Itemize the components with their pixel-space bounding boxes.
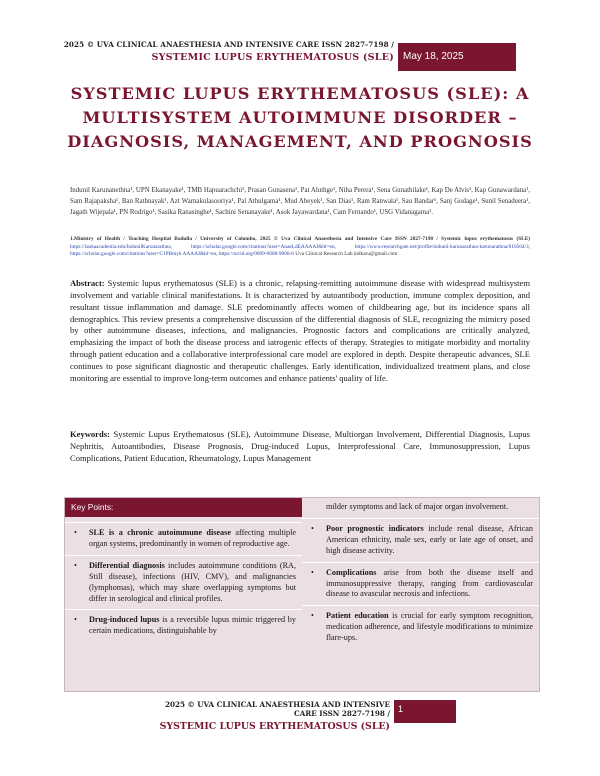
keywords-text: Systemic Lupus Erythematosus (SLE), Autoimmune Disease, Multiorgan Involvement, Differential Diagnosis, Lupus Nephritis, Autoantibodies, Disease Prognosis, Drug-induced Lupus, Interprofessional Care, Immunosuppression, Lupus Complications, Patient Education, Rheumatology, Lupus Management (70, 429, 531, 463)
paper-title-line-3: DIAGNOSIS, MANAGEMENT, AND PROGNOSIS (67, 132, 533, 151)
key-points-left-column (65, 498, 302, 691)
key-point-bold: Complications (326, 567, 377, 577)
key-point-bold: Poor prognostic indicators (326, 523, 424, 533)
author-list: Indunil Karunanethna¹, UPN Ekanayake¹, TMB Hapuarachchi¹, Prasan Gunasena¹, Pat Aluthge¹, Niha Perera¹, Sena Gunathilake¹, Kap De Alvis¹, Kap Gunawardana¹, Sam Rajapaksha¹, Ban Rathnayak¹, Azt Warnakulasooriya¹, Pal Athulgama¹, Mud Abeyek¹, San Dias¹, Ram Ranwala¹, Sau Bandar¹, Sanj Godage¹, Sunil Senadeera¹, Jagath Wijepala¹, PN Rodrigo¹, Sasika Ranasinghe¹, Sachini Senanayake¹, Asok Jayawardana¹, Cam Fernando¹, USG Vidanagama¹. (70, 187, 530, 216)
bullet-icon: • (311, 523, 314, 533)
divider (65, 555, 302, 556)
paper-title (60, 82, 540, 154)
bullet-icon: • (74, 615, 77, 625)
bullet-icon: • (311, 567, 314, 577)
key-point-text: arise from both the disease itself and immunosuppressive therapy, ranging from cardiovascular disease to avascular necrosis and infections. (326, 567, 533, 599)
key-point-text: is crucial for early symptom recognition, medication adherence, and lifestyle modifications to minimize flare-ups. (326, 611, 533, 643)
header-journal-line: 2025 © UVA CLINICAL ANAESTHESIA AND INTENSIVE CARE ISSN 2827-7198 / (63, 40, 394, 49)
affiliation-prefix: 1.Ministry of Health / Teaching Hospital Badulla / University of Colombo, 2025 © Uva Clinical Anaesthesia and Intensive Care ISSN 2827-7198 / Systemic lupus erythematosus (SLE) (70, 236, 530, 242)
abstract-label: Abstract: (70, 278, 105, 288)
bullet-icon: • (311, 611, 314, 621)
footer-running-title: SYSTEMIC LUPUS ERYTHEMATOSUS (SLE) (159, 721, 390, 732)
page-number-badge: 1 (394, 700, 456, 723)
abstract (70, 278, 530, 385)
footer-journal-block (150, 700, 390, 732)
divider (302, 562, 539, 563)
header-journal-block (62, 40, 394, 63)
affiliation (70, 236, 530, 259)
key-point-text: include renal disease, African American ethnicity, male sex, early or late age of onset, and high disease activity. (326, 523, 533, 555)
header-date-badge: May 18, 2025 (398, 43, 516, 71)
bullet-icon: • (74, 528, 77, 537)
key-point-text: is a reversible lupus mimic triggered by certain medications, distinguishable by (89, 615, 296, 636)
bullet-icon: • (74, 560, 77, 570)
key-point-item (302, 568, 539, 601)
key-point-continuation: milder symptoms and lack of major organ involvement. (326, 502, 509, 511)
divider (302, 605, 539, 606)
paper-title-line-1: SYSTEMIC LUPUS ERYTHEMATOSUS (SLE): A (70, 84, 530, 103)
key-point-item (302, 611, 539, 644)
header-running-title: SYSTEMIC LUPUS ERYTHEMATOSUS (SLE) (151, 52, 394, 63)
key-point-bold: Patient education (326, 611, 389, 621)
affiliation-suffix: Uva Clinical Research Lab indkaru@gmail.com (295, 251, 398, 258)
key-point-bold: Differential diagnosis (89, 560, 165, 570)
key-point-item (65, 615, 302, 637)
key-points-box (64, 497, 540, 692)
key-points-right-column (302, 498, 539, 691)
footer-journal-line: 2025 © UVA CLINICAL ANAESTHESIA AND INTENSIVE CARE ISSN 2827-7198 / (165, 700, 390, 718)
keywords (70, 429, 530, 465)
key-point-item (302, 524, 539, 557)
paper-title-line-2: MULTISYSTEM AUTOIMMUNE DISORDER – (82, 108, 518, 127)
key-point-text: includes autoimmune conditions (RA, Still disease), infections (HIV, CMV), and malignancies (lymphomas), which may share overlapping symptoms but differ in serological and clinical profiles. (89, 560, 296, 603)
abstract-text: Systemic lupus erythematosus (SLE) is a chronic, relapsing-remitting autoimmune disease with widespread multisystem involvement and variable clinical manifestations. It is characterized by autoantibody production, immune complex deposition, and resultant tissue inflammation and damage. SLE predominantly affects women of childbearing age, but its incidence spans all demographics. This review presents a comprehensive discussion of the differential diagnosis of SLE, recognizing the mimicry posed by other autoimmune diseases, infections, and malignancies. Prognostic factors and complications are critically analyzed, emphasizing the impact of both the disease process and iatrogenic effects of therapy. Strategies to mitigate morbidity and mortality through patient education and a collaborative interprofessional care model are explored in depth. Despite therapeutic advances, SLE continues to pose significant diagnostic and therapeutic challenges. Early identification, individualized treatment plans, and close monitoring are essential to improve long-term outcomes and enhance patients' quality of life. (70, 278, 530, 383)
key-point-bold: SLE is a chronic autoimmune disease (89, 528, 231, 537)
key-point-bold: Drug-induced lupus (89, 615, 160, 625)
affiliation-links[interactable]: https://lankaacademia.edu/IndunilKarunarathna, https://scholar.google.com/citations?user=AnaeLdEAAAAJ&hl=en, https://www.researchgate.net/profile/indunil-karunarathna-karunarathna/610564/3, https://scholar.google.com/citations?user=C1PBmyk AAAAJ&hl=en, https://orcid.org/0009-0008-9000-8 (70, 243, 530, 258)
keywords-label: Keywords: (70, 429, 110, 439)
divider (65, 522, 302, 523)
key-point-text: affecting multiple organ systems, predominantly in women of reproductive age. (89, 528, 297, 548)
key-point-item (65, 561, 302, 605)
divider (65, 609, 302, 610)
divider (302, 518, 539, 519)
key-points-heading: Key Points: (65, 498, 302, 517)
key-point-item (65, 528, 302, 550)
